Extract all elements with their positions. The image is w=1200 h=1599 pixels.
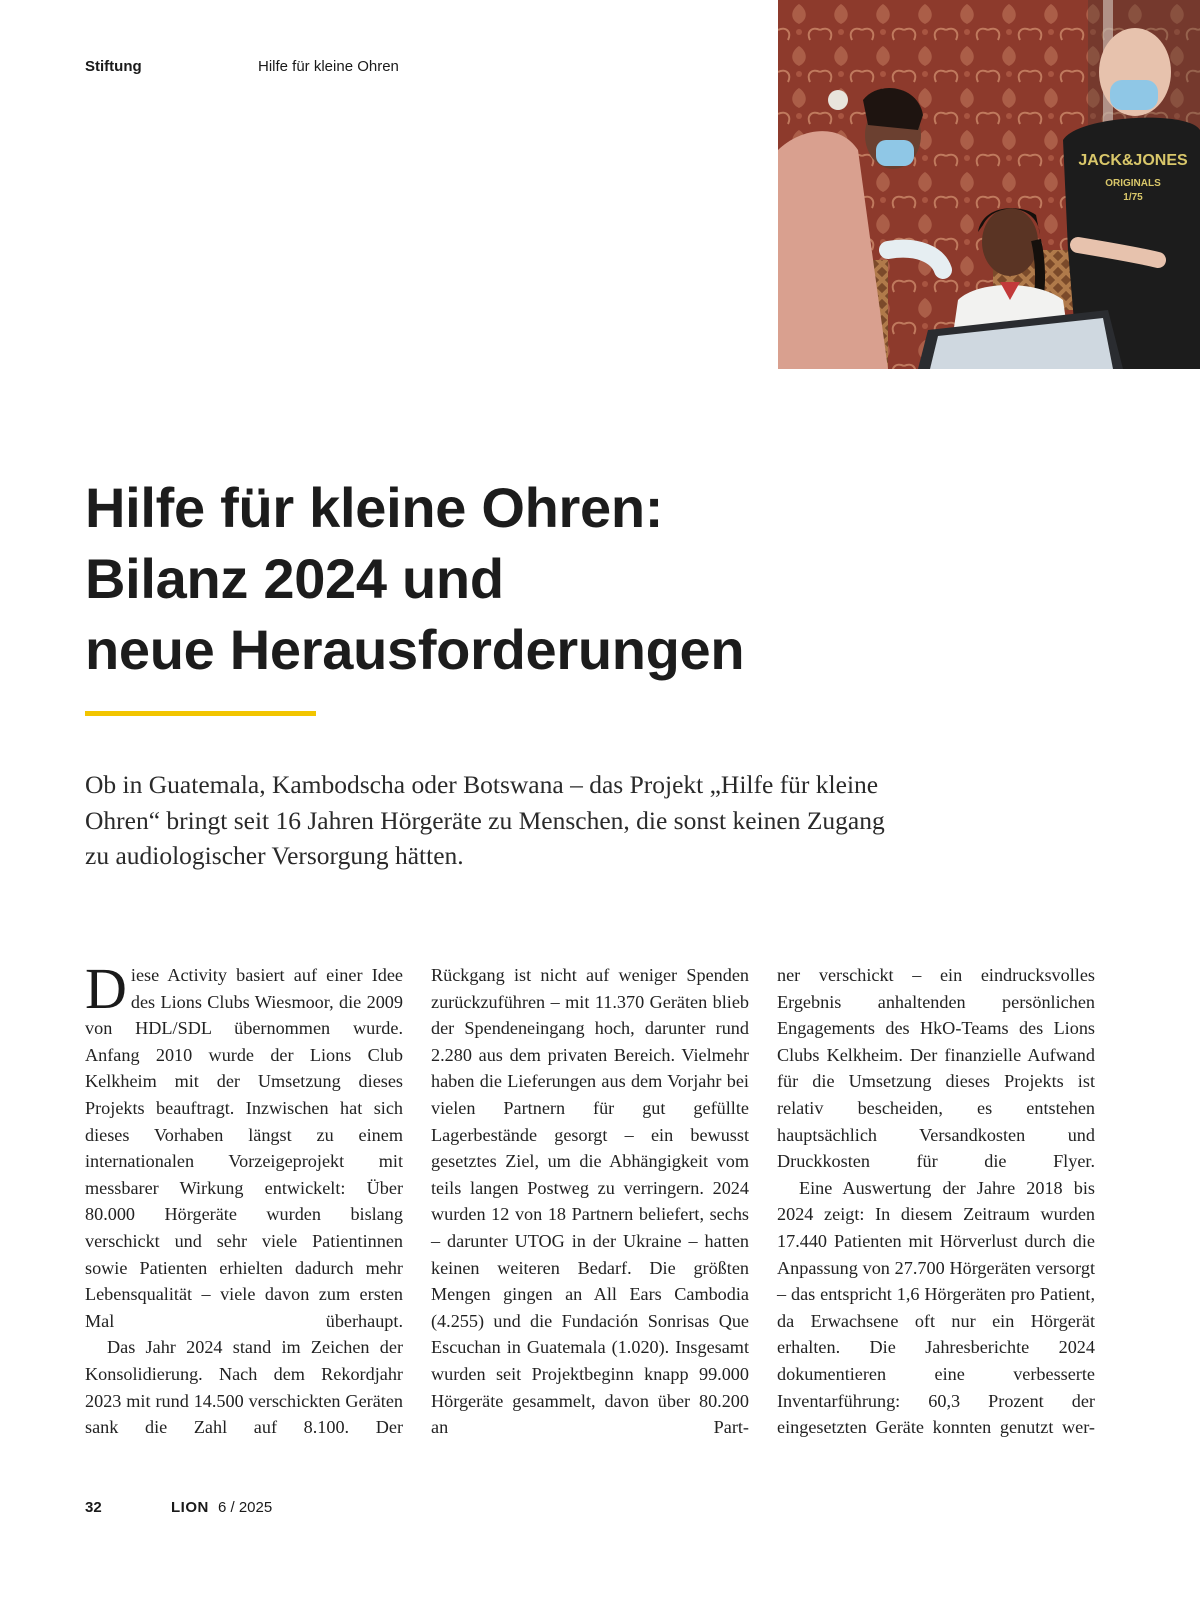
article-headline <box>85 472 744 685</box>
drop-cap: D <box>85 956 127 1021</box>
paragraph-text: iese Activity basiert auf einer Idee des Lions Clubs Wiesmoor, die 2009 von HDL/SDL übernommen wurde. Anfang 2010 wurde der Lions Club Kelkheim mit der Umsetzung dieses Projekts beauftragt. Inzwischen hat sich dieses Vorhaben längst zu einem internationalen Vorzeigeprojekt mit messbarer Wirkung entwickelt: Über 80.000 Hörgeräte wurden bislang verschickt und sehr viele Patientinnen sowie Patienten erhielten dadurch mehr Lebensqualität – viele davon zum ersten Mal überhaupt. <box>85 965 403 1331</box>
article-lead <box>85 767 945 874</box>
body-paragraph: ner verschickt – ein eindrucksvolles Ergebnis anhaltenden persönlichen Engagements des HkO-Teams des Lions Clubs Kelkheim. Der finanzielle Aufwand für die Umsetzung dieses Projekts ist relativ bescheiden, es entstehen hauptsächlich Versandkosten und Druckkosten für die Flyer. <box>777 965 1095 1172</box>
shirt-print-line3: 1/75 <box>1123 192 1143 203</box>
headline-accent-rule <box>85 711 316 716</box>
body-paragraph <box>85 956 403 1334</box>
shirt-print-line2: ORIGINALS <box>1105 178 1161 189</box>
body-column-1 <box>85 956 403 1441</box>
issue-number: 6 / 2025 <box>218 1499 273 1516</box>
headline-line-3: neue Herausforderungen <box>85 618 745 681</box>
body-paragraph: Das Jahr 2024 stand im Zeichen der Konsolidierung. Nach dem Rekordjahr 2023 mit rund 14.500 verschickten Geräten sank die Zahl auf 8.100. Der <box>85 1337 403 1438</box>
lead-line-1: Ob in Guatemala, Kambodscha oder Botswana – das Projekt „Hilfe für kleine <box>85 770 879 799</box>
lead-line-3: zu audiologischer Versorgung hätten. <box>85 841 464 870</box>
body-paragraph: Eine Auswertung der Jahre 2018 bis 2024 zeigt: In diesem Zeitraum wurden 17.440 Patienten mit Hörverlust durch die Anpassung von 27.700 Hörgeräten versorgt – das entspricht 1,6 Hörgeräten pro Patient, da Erwachsene oft nur ein Hörgerät erhalten. Die Jahresberichte 2024 dokumentieren eine verbesserte Inventarführung: 60,3 Prozent der eingesetzten Geräte konnten genutzt wer- <box>777 1177 1095 1438</box>
lead-line-2: Ohren“ bringt seit 16 Jahren Hörgeräte zu Menschen, die sonst keinen Zugang <box>85 805 885 835</box>
shirt-print-brand: JACK&JONES <box>1078 152 1188 169</box>
page-number: 32 <box>85 1499 102 1516</box>
magazine-name: LION <box>171 1499 209 1516</box>
headline-line-2: Bilanz 2024 und <box>85 547 504 610</box>
body-paragraph: Rückgang ist nicht auf weniger Spenden zurückzuführen – mit 11.370 Geräten blieb der Spendeneingang hoch, darunter rund 2.280 aus dem privaten Bereich. Vielmehr haben die Lieferungen aus dem Vorjahr bei vielen Partnern für gut gefüllte Lagerbestände gesorgt – ein bewusst gesetztes Ziel, um die Abhängigkeit vom teils langen Postweg zu verringern. 2024 wurden 12 von 18 Partnern beliefert, sechs – darunter UTOG in der Ukraine – hatten keinen weiteren Bedarf. Die größten Mengen gingen an All Ears Cambodia (4.255) und die Fundación Sonrisas Que Escuchan in Guatemala (1.020). Insgesamt wurden seit Projektbeginn knapp 99.000 Hörgeräte gesammelt, davon über 80.200 an Part- <box>431 965 749 1438</box>
article-photo <box>778 0 1200 369</box>
headline-line-1: Hilfe für kleine Ohren: <box>85 476 664 539</box>
body-column-2 <box>431 962 749 1441</box>
body-column-3 <box>777 962 1095 1441</box>
topic-label: Hilfe für kleine Ohren <box>258 58 399 75</box>
section-label: Stiftung <box>85 58 142 75</box>
